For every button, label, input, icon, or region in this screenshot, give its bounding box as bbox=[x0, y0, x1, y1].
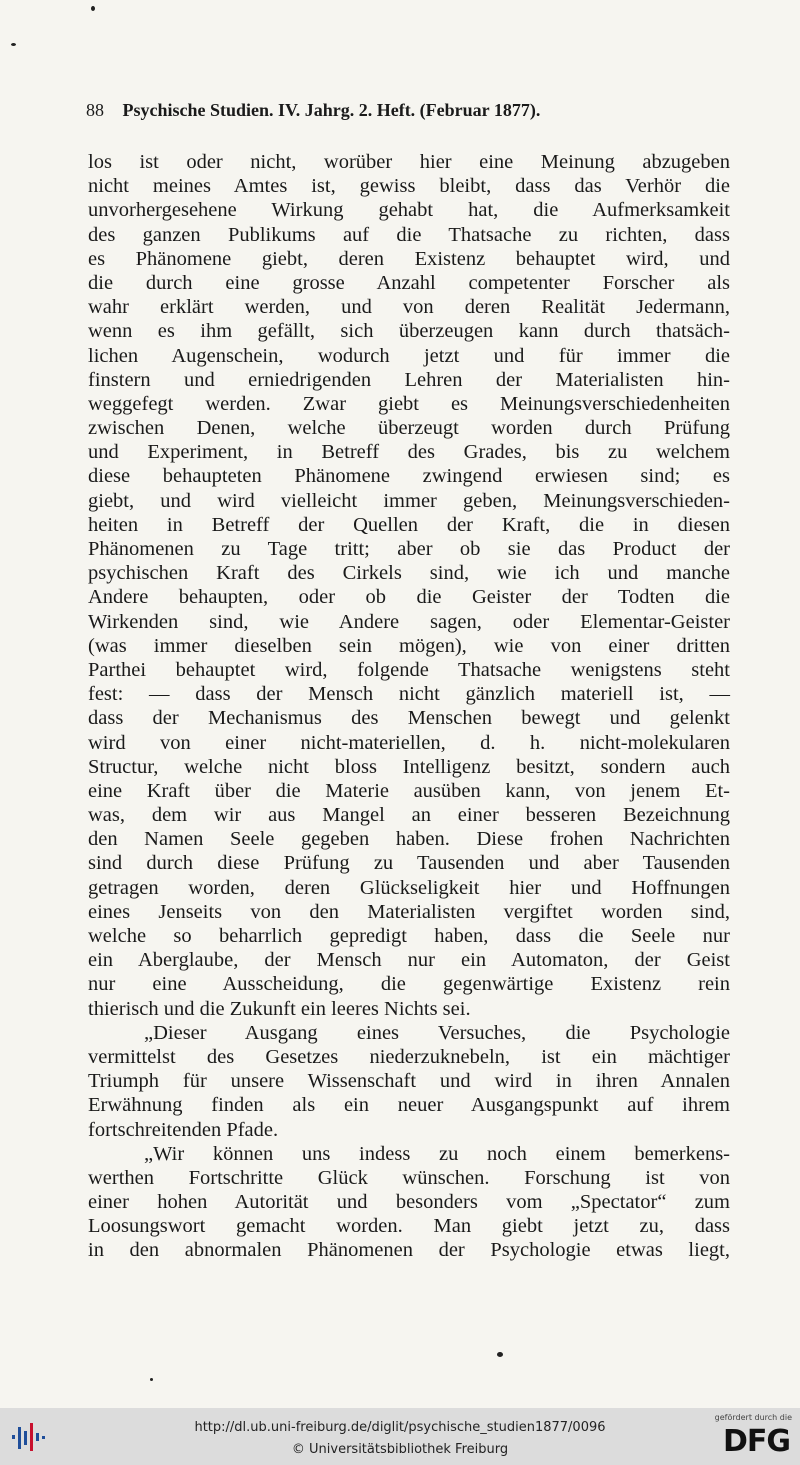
text-line: wird von einer nicht-materiellen, d. h. nicht-molekularen bbox=[88, 731, 730, 754]
text-line: und Experiment, in Betreff des Grades, bis zu welchem bbox=[88, 441, 730, 464]
text-line: finstern und erniedrigenden Lehren der Materialisten hin- bbox=[88, 368, 730, 391]
text-line: welche so beharrlich gepredigt haben, dass die Seele nur bbox=[88, 925, 730, 947]
text-line: weggefegt werden. Zwar giebt es Meinungsverschiedenheiten bbox=[88, 392, 730, 415]
text-line: zwischen Denen, welche überzeugt worden durch Prüfung bbox=[88, 417, 730, 440]
text-line: giebt, und wird vielleicht immer geben, Meinungsverschieden- bbox=[88, 489, 730, 512]
text-line: des ganzen Publikums auf die Thatsache zu richten, dass bbox=[88, 223, 730, 246]
running-title: Psychische Studien. IV. Jahrg. 2. Heft. (Februar 1877). bbox=[122, 100, 541, 120]
text-line: (was immer dieselben sein mögen), wie von einer dritten bbox=[88, 634, 730, 657]
text-line: wahr erklärt werden, und von deren Realität Jedermann, bbox=[88, 296, 730, 319]
text-line: nur eine Ausscheidung, die gegenwärtige Existenz rein bbox=[88, 973, 730, 996]
dfg-caption: gefördert durch die bbox=[714, 1413, 792, 1422]
speck-mark bbox=[11, 43, 16, 46]
page-number: 88 bbox=[86, 100, 104, 120]
footer-bar bbox=[0, 1408, 800, 1465]
speck-mark bbox=[150, 1378, 153, 1381]
text-line: lichen Augenschein, wodurch jetzt und für immer die bbox=[88, 344, 730, 367]
text-line: wenn es ihm gefällt, sich überzeugen kann durch thatsäch- bbox=[88, 320, 730, 343]
text-line: thierisch und die Zukunft ein leeres Nichts sei. bbox=[88, 997, 471, 1020]
text-line: werthen Fortschritte Glück wünschen. Forschung ist von bbox=[88, 1166, 730, 1189]
text-line: nicht meines Amtes ist, gewiss bleibt, dass das Verhör die bbox=[88, 175, 730, 198]
text-line: Wirkenden sind, wie Andere sagen, oder Elementar-Geister bbox=[88, 610, 730, 633]
text-line: getragen worden, deren Glückseligkeit hier und Hoffnungen bbox=[88, 876, 730, 899]
text-line: ein Aberglaube, der Mensch nur ein Automaton, der Geist bbox=[88, 949, 730, 972]
copyright-text: © Universitätsbibliothek Freiburg bbox=[291, 1442, 509, 1457]
text-line: sind durch diese Prüfung zu Tausenden und aber Tausenden bbox=[88, 852, 730, 875]
text-line: vermittelst des Gesetzes niederzuknebeln, ist ein mächtiger bbox=[88, 1045, 730, 1068]
body-text bbox=[88, 150, 730, 1263]
text-line: Erwähnung finden als ein neuer Ausgangspunkt auf ihrem bbox=[88, 1094, 730, 1117]
text-line: Phänomenen zu Tage tritt; aber ob sie das Product der bbox=[88, 538, 730, 560]
text-line: es Phänomene giebt, deren Existenz behauptet wird, und bbox=[88, 247, 730, 270]
text-line: Loosungswort gemacht worden. Man giebt jetzt zu, dass bbox=[88, 1215, 730, 1238]
text-line: eines Jenseits von den Materialisten vergiftet worden sind, bbox=[88, 900, 730, 923]
text-line: heiten in Betreff der Quellen der Kraft, die in diesen bbox=[88, 513, 730, 536]
text-line: dass der Mechanismus des Menschen bewegt und gelenkt bbox=[88, 707, 730, 730]
text-line: in den abnormalen Phänomenen der Psychologie etwas liegt, bbox=[88, 1239, 730, 1262]
text-line: los ist oder nicht, worüber hier eine Meinung abzugeben bbox=[88, 151, 730, 173]
text-line: psychischen Kraft des Cirkels sind, wie ich und manche bbox=[88, 562, 730, 585]
text-line: fest: — dass der Mensch nicht gänzlich materiell ist, — bbox=[88, 683, 730, 706]
text-line: unvorhergesehene Wirkung gehabt hat, die Aufmerksamkeit bbox=[88, 199, 730, 222]
text-line: eine Kraft über die Materie ausüben kann, von jenem Et- bbox=[88, 779, 730, 802]
speck-mark bbox=[91, 6, 95, 11]
text-line: fortschreitenden Pfade. bbox=[88, 1118, 279, 1141]
text-line: die durch eine grosse Anzahl competenter Forscher als bbox=[88, 271, 730, 294]
text-line: „Wir können uns indess zu noch einem bemerkens- bbox=[144, 1142, 730, 1165]
text-line: Parthei behauptet wird, folgende Thatsache wenigstens steht bbox=[88, 658, 730, 681]
running-header bbox=[86, 100, 736, 121]
text-line: was, dem wir aus Mangel an einer besseren Bezeichnung bbox=[88, 804, 730, 827]
source-url-link[interactable]: http://dl.ub.uni-freiburg.de/diglit/psychische_studien1877/0096 bbox=[194, 1420, 606, 1435]
text-line: den Namen Seele gegeben haben. Diese frohen Nachrichten bbox=[88, 828, 730, 851]
text-line: Structur, welche nicht bloss Intelligenz besitzt, sondern auch bbox=[88, 755, 730, 778]
dfg-logo: DFG bbox=[722, 1424, 790, 1459]
text-line: diese behaupteten Phänomene zwingend erwiesen sind; es bbox=[88, 465, 730, 488]
speck-mark bbox=[497, 1352, 503, 1357]
text-line: einer hohen Autorität und besonders vom „Spectator“ zum bbox=[88, 1191, 730, 1214]
text-line: „Dieser Ausgang eines Versuches, die Psychologie bbox=[144, 1021, 730, 1044]
text-line: Triumph für unsere Wissenschaft und wird in ihren Annalen bbox=[88, 1070, 730, 1093]
text-line: Andere behaupten, oder ob die Geister der Todten die bbox=[88, 586, 730, 609]
